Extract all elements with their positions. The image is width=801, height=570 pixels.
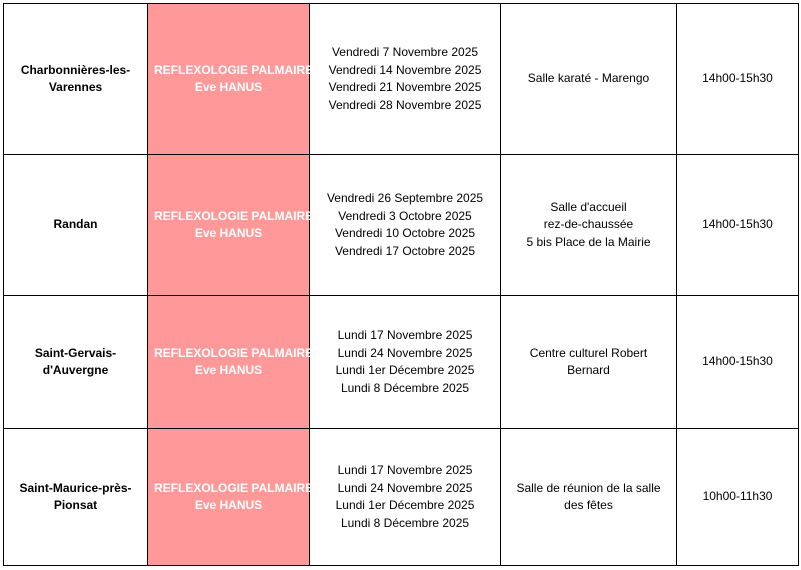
commune-cell — [4, 429, 148, 566]
session-date: Vendredi 26 Septembre 2025 — [326, 191, 484, 205]
time-cell — [677, 296, 799, 429]
session-date: Lundi 1er Décembre 2025 — [335, 498, 475, 512]
session-time: 10h00-11h30 — [702, 489, 773, 504]
session-time: 14h00-15h30 — [702, 71, 773, 86]
activity-cell — [148, 296, 314, 429]
session-time: 14h00-15h30 — [702, 354, 773, 369]
location-line: Salle karaté - Marengo — [527, 71, 650, 86]
time-cell — [677, 155, 799, 296]
session-date: Vendredi 7 Novembre 2025 — [331, 45, 479, 59]
activity-presenter: Eve HANUS — [194, 498, 263, 512]
location-cell — [501, 155, 677, 296]
table-row — [4, 155, 799, 296]
activity-presenter: Eve HANUS — [194, 226, 263, 240]
schedule-table — [3, 3, 799, 566]
table-row — [4, 296, 799, 429]
location-line: 5 bis Place de la Mairie — [526, 234, 651, 249]
activity-title: REFLEXOLOGIE PALMAIRE — [154, 208, 314, 223]
activity-cell — [148, 4, 314, 155]
location-line: Centre culturel Robert Bernard — [529, 345, 648, 377]
session-date: Vendredi 28 Novembre 2025 — [328, 97, 482, 112]
session-date: Lundi 1er Décembre 2025 — [335, 363, 475, 377]
dates-cell — [310, 155, 501, 296]
session-date: Vendredi 10 Octobre 2025 — [334, 226, 476, 240]
session-time: 14h00-15h30 — [702, 217, 773, 232]
commune-cell — [4, 4, 148, 155]
session-date: Vendredi 21 Novembre 2025 — [328, 80, 482, 94]
table-row — [4, 429, 799, 566]
activity-presenter: Eve HANUS — [194, 80, 263, 94]
time-cell — [677, 4, 799, 155]
time-cell — [677, 429, 799, 566]
commune-name: Saint-Maurice-près-Pionsat — [19, 480, 132, 512]
session-date: Vendredi 17 Octobre 2025 — [334, 243, 476, 258]
dates-cell — [310, 4, 501, 155]
location-cell — [501, 4, 677, 155]
session-date: Lundi 8 Décembre 2025 — [340, 380, 470, 395]
location-line: rez-de-chaussée — [543, 217, 634, 232]
dates-cell — [310, 429, 501, 566]
activity-presenter: Eve HANUS — [194, 363, 263, 377]
location-cell — [501, 429, 677, 566]
activity-title: REFLEXOLOGIE PALMAIRE — [154, 345, 314, 360]
session-date: Vendredi 14 Novembre 2025 — [328, 62, 482, 77]
activity-cell — [148, 155, 314, 296]
activity-cell — [148, 429, 314, 566]
location-line: Salle d'accueil — [550, 199, 627, 214]
session-date: Lundi 24 Novembre 2025 — [337, 345, 473, 360]
session-date: Lundi 8 Décembre 2025 — [340, 515, 470, 530]
commune-cell — [4, 296, 148, 429]
commune-cell — [4, 155, 148, 296]
session-date: Vendredi 3 Octobre 2025 — [338, 208, 472, 223]
commune-name: Randan — [53, 217, 98, 232]
session-date: Lundi 17 Novembre 2025 — [337, 328, 473, 342]
activity-title: REFLEXOLOGIE PALMAIRE — [154, 62, 314, 77]
dates-cell — [310, 296, 501, 429]
table-row — [4, 4, 799, 155]
commune-name: Charbonnières-les-Varennes — [20, 62, 131, 94]
commune-name: Saint-Gervais-d'Auvergne — [34, 345, 117, 377]
location-cell — [501, 296, 677, 429]
location-line: Salle de réunion de la salle des fêtes — [516, 480, 661, 512]
activity-title: REFLEXOLOGIE PALMAIRE — [154, 480, 314, 495]
session-date: Lundi 24 Novembre 2025 — [337, 480, 473, 495]
session-date: Lundi 17 Novembre 2025 — [337, 463, 473, 477]
